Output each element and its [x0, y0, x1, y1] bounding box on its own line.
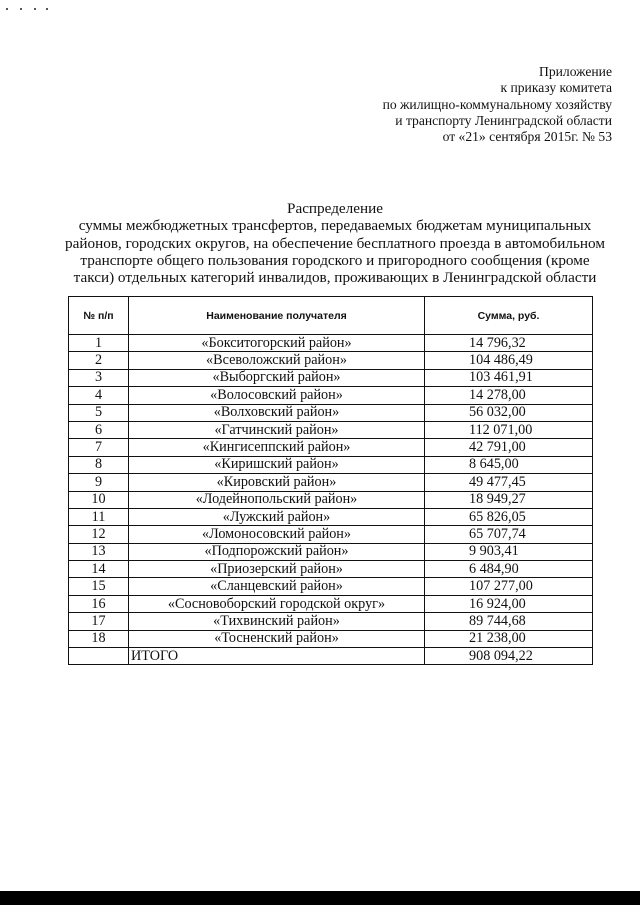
- heading-line: суммы межбюджетных трансфертов, передаваемых бюджетам муниципальных: [78, 217, 592, 235]
- scan-artifact-dots: [6, 8, 66, 16]
- recipient-name: «Лужский район»: [129, 508, 425, 525]
- table-row: [69, 491, 593, 508]
- row-sum: 9 903,41: [425, 543, 593, 560]
- heading-line: транспорте общего пользования городского и пригородного сообщения (кроме: [80, 251, 590, 269]
- recipient-name: «Выборгский район»: [129, 369, 425, 386]
- row-sum: 103 461,91: [425, 369, 593, 386]
- recipient-name: «Сосновоборский городской округ»: [129, 595, 425, 612]
- recipient-name: «Гатчинский район»: [129, 421, 425, 438]
- appendix-line: от «21» сентября 2015г. № 53: [442, 129, 612, 145]
- table-row: [69, 630, 593, 647]
- row-num: 3: [69, 369, 129, 386]
- recipient-name: «Волховский район»: [129, 404, 425, 421]
- row-num: 14: [69, 561, 129, 578]
- row-sum: 6 484,90: [425, 561, 593, 578]
- recipient-name: «Тихвинский район»: [129, 613, 425, 630]
- header-num: № п/п: [69, 297, 129, 335]
- row-num: 17: [69, 613, 129, 630]
- table-row: [69, 613, 593, 630]
- total-sum: 908 094,22: [425, 648, 593, 665]
- row-sum: 112 071,00: [425, 421, 593, 438]
- recipient-name: «Тосненский район»: [129, 630, 425, 647]
- table-row: [69, 352, 593, 369]
- appendix-line: по жилищно-коммунальному хозяйству: [382, 96, 612, 112]
- row-num: 2: [69, 352, 129, 369]
- row-num: 15: [69, 578, 129, 595]
- row-num: 6: [69, 421, 129, 438]
- row-num: 7: [69, 439, 129, 456]
- recipient-name: «Кировский район»: [129, 474, 425, 491]
- heading-line: такси) отдельных категорий инвалидов, проживающих в Ленинградской области: [73, 269, 597, 287]
- row-sum: 42 791,00: [425, 439, 593, 456]
- table-row: [69, 561, 593, 578]
- header-sum: Сумма, руб.: [425, 297, 593, 335]
- row-sum: 65 707,74: [425, 526, 593, 543]
- row-num: 16: [69, 595, 129, 612]
- row-sum: 18 949,27: [425, 491, 593, 508]
- row-num: 4: [69, 387, 129, 404]
- appendix-line: к приказу комитета: [500, 80, 612, 96]
- table-row: [69, 595, 593, 612]
- row-sum: 56 032,00: [425, 404, 593, 421]
- row-num: 5: [69, 404, 129, 421]
- row-sum: 65 826,05: [425, 508, 593, 525]
- table-row: [69, 369, 593, 386]
- row-num: 1: [69, 335, 129, 352]
- row-num: 12: [69, 526, 129, 543]
- total-label: ИТОГО: [129, 648, 425, 665]
- recipient-name: «Сланцевский район»: [129, 578, 425, 595]
- row-num: 8: [69, 456, 129, 473]
- header-name: Наименование получателя: [129, 297, 425, 335]
- document-heading: [40, 200, 630, 286]
- row-sum: 8 645,00: [425, 456, 593, 473]
- row-sum: 14 278,00: [425, 387, 593, 404]
- row-sum: 107 277,00: [425, 578, 593, 595]
- row-sum: 104 486,49: [425, 352, 593, 369]
- table-row: [69, 456, 593, 473]
- scan-border-bottom: [0, 891, 640, 905]
- row-num: 11: [69, 508, 129, 525]
- row-sum: 16 924,00: [425, 595, 593, 612]
- table-row: [69, 335, 593, 352]
- recipient-name: «Приозерский район»: [129, 561, 425, 578]
- appendix-block: [292, 64, 612, 145]
- recipient-name: «Ломоносовский район»: [129, 526, 425, 543]
- row-num: 10: [69, 491, 129, 508]
- table-row: [69, 421, 593, 438]
- heading-line: районов, городских округов, на обеспечение бесплатного проезда в автомобильном: [65, 234, 605, 252]
- row-sum: 89 744,68: [425, 613, 593, 630]
- recipient-name: «Лодейнопольский район»: [129, 491, 425, 508]
- appendix-line: и транспорту Ленинградской области: [395, 112, 612, 128]
- row-sum: 49 477,45: [425, 474, 593, 491]
- table-row: [69, 404, 593, 421]
- table-row: [69, 526, 593, 543]
- appendix-line: Приложение: [539, 64, 612, 79]
- total-num-cell: [69, 648, 129, 665]
- table-row: [69, 508, 593, 525]
- recipient-name: «Волосовский район»: [129, 387, 425, 404]
- distribution-table: [68, 296, 593, 665]
- table-header-row: [69, 297, 593, 335]
- table-row: [69, 387, 593, 404]
- table-row: [69, 543, 593, 560]
- table-row: [69, 439, 593, 456]
- table-row: [69, 474, 593, 491]
- row-sum: 14 796,32: [425, 335, 593, 352]
- row-num: 13: [69, 543, 129, 560]
- row-num: 18: [69, 630, 129, 647]
- row-sum: 21 238,00: [425, 630, 593, 647]
- recipient-name: «Бокситогорский район»: [129, 335, 425, 352]
- document-title: Распределение: [287, 200, 383, 217]
- recipient-name: «Киришский район»: [129, 456, 425, 473]
- recipient-name: «Кингисеппский район»: [129, 439, 425, 456]
- recipient-name: «Подпорожский район»: [129, 543, 425, 560]
- recipient-name: «Всеволожский район»: [129, 352, 425, 369]
- total-row: [69, 648, 593, 665]
- row-num: 9: [69, 474, 129, 491]
- table-row: [69, 578, 593, 595]
